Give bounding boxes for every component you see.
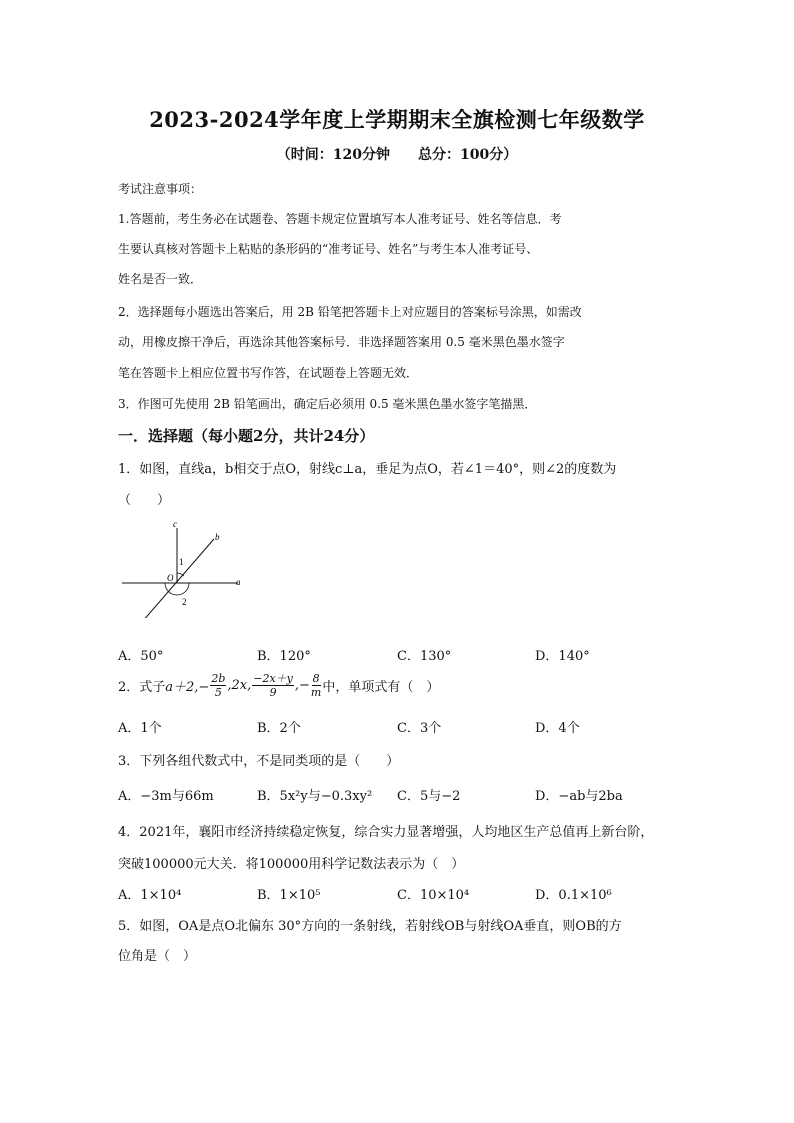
exam-title: 2023-2024学年度上学期期末全旗检测七年级数学 — [149, 107, 645, 132]
q2-option-b: B．2个 — [257, 721, 301, 736]
notice-line: 生要认真核对答题卡上粘贴的条形码的“准考证号、姓名”与考生本人准考证号、 — [118, 242, 539, 256]
q2-option-a: A．1个 — [118, 721, 162, 736]
line-b — [142, 539, 214, 618]
q4-option-a: A．1×10⁴ — [118, 888, 182, 903]
q5-line1: 5．如图，OA是点O北偏东 30°方向的一条射线，若射线OB与射线OA垂直，则OB的方 — [118, 919, 622, 934]
q3-option-d: D．−ab与2ba — [535, 789, 623, 804]
exam-score: 总分：100分） — [418, 147, 518, 163]
q3-option-a: A．−3m与66m — [118, 789, 214, 804]
q2-stem — [118, 673, 439, 698]
q2-suffix: 中，单项式有（ ） — [322, 680, 440, 695]
exam-subtitle — [0, 144, 794, 164]
q4-option-c: C．10×10⁴ — [397, 888, 470, 903]
label-b: b — [215, 532, 220, 542]
frac-den: m — [310, 686, 322, 699]
frac-num: 2b — [211, 672, 226, 685]
q2-expr-b: ,2x, — [227, 678, 252, 693]
label-c: c — [173, 519, 177, 529]
angle-2-arc — [165, 583, 189, 595]
q2-option-c: C．3个 — [397, 721, 442, 736]
notice-line: 动，用橡皮擦干净后，再选涂其他答案标号．非选择题答案用 0.5 毫米黑色墨水签字 — [118, 335, 565, 349]
q2-fraction-2 — [252, 673, 294, 698]
label-2: 2 — [182, 597, 187, 607]
label-a: a — [236, 577, 241, 587]
q1-paren: （ ） — [118, 493, 171, 508]
q4-line1: 4．2021年，襄阳市经济持续稳定恢复，综合实力显著增强，人均地区生产总值再上新台阶， — [118, 825, 654, 840]
notice-line: 3．作图可先使用 2B 铅笔画出，确定后必须用 0.5 毫米黑色墨水签字笔描黑． — [118, 397, 537, 411]
q3-option-b: B．5x²y与−0.3xy² — [257, 789, 373, 804]
q3-stem: 3．下列各组代数式中，不是同类项的是（ ） — [118, 754, 400, 769]
q1-figure — [118, 518, 248, 618]
q2-expr-c: ,− — [294, 678, 310, 693]
notice-heading: 考试注意事项： — [118, 182, 203, 196]
frac-num: 8 — [312, 672, 320, 685]
q1-option-a: A．50° — [118, 649, 164, 664]
q3-option-c: C．5与−2 — [397, 789, 461, 804]
notice-line: 笔在答题卡上相应位置书写作答，在试题卷上答题无效． — [118, 366, 419, 380]
q1-option-b: B．120° — [257, 649, 311, 664]
q1-option-d: D．140° — [535, 649, 590, 664]
q1-option-c: C．130° — [397, 649, 452, 664]
frac-den: 5 — [214, 686, 222, 699]
notice-line: 1.答题前，考生务必在试题卷、答题卡规定位置填写本人准考证号、姓名等信息．考 — [118, 212, 562, 226]
label-O: O — [167, 573, 174, 583]
section-heading: 一．选择题（每小题2分，共计24分） — [118, 427, 375, 445]
q2-option-d: D．4个 — [535, 721, 580, 736]
q1-stem: 1．如图，直线a，b相交于点O，射线c⊥a，垂足为点O，若∠1＝40°，则∠2的度数为 — [118, 462, 617, 477]
q2-prefix: 2．式子 — [118, 680, 166, 695]
frac-den: 9 — [269, 686, 277, 699]
q5-line2: 位角是（ ） — [118, 949, 197, 964]
notice-line: 姓名是否一致． — [118, 272, 203, 286]
q4-line2: 突破100000元大关．将100000用科学记数法表示为（ ） — [118, 857, 465, 872]
exam-time: （时间：120分钟 — [276, 147, 390, 163]
notice-line: 2．选择题每小题选出答案后，用 2B 铅笔把答题卡上对应题目的答案标号涂黑，如需改 — [118, 305, 582, 319]
frac-num: −2x＋y — [253, 672, 293, 685]
q2-fraction-1 — [210, 673, 226, 698]
q2-fraction-3 — [311, 673, 321, 698]
q2-expr-a: a＋2,− — [165, 680, 210, 695]
label-1: 1 — [179, 557, 184, 567]
q4-option-d: D．0.1×10⁶ — [535, 888, 612, 903]
q4-option-b: B．1×10⁵ — [257, 888, 321, 903]
